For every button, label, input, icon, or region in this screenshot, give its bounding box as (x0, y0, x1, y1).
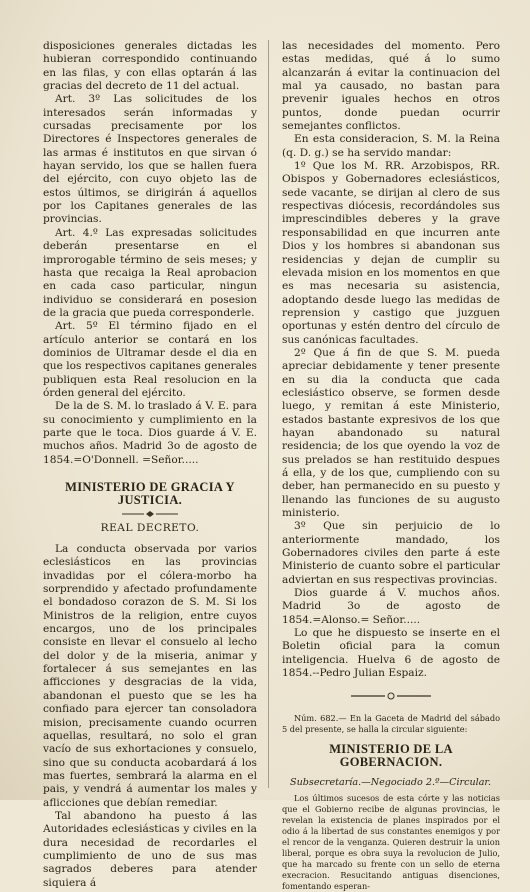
paragraph: Art. 4.º Las expresadas solicitudes deberán presentarse en el improrogable término de seis meses; y hasta que recaiga la Real aprobacion en cada caso particular, ningun individuo se considerará en posesion de la gracia que pueda corresponderle. (43, 226, 257, 319)
subsection-label: Subsecretaría.—Negociado 2.º—Circular. (290, 776, 492, 788)
paragraph: Dios guarde á V. muchos años. Madrid 3o de agosto de 1854.=Alonso.= Señor..... (282, 587, 500, 626)
ornament-divider (351, 691, 431, 701)
paragraph: disposiciones generales dictadas les hubieran correspondido continuando en las filas, y con ellas optarán á las gracias del decreto de 11 del actual. (43, 40, 257, 93)
section-heading-gobernacion: MINISTERIO DE LA GOBERNACION. (329, 741, 453, 770)
decree-title: REAL DECRETO. (100, 521, 200, 534)
paragraph: Lo que he dispuesto se inserte en el Boletin oficial para la comun inteligencia. Huelva 6 de agosto de 1854.--Pedro Julian Espaiz. (282, 627, 500, 680)
column-divider (268, 40, 269, 788)
paragraph: las necesidades del momento. Pero estas medidas, qué á lo sumo alcanzarán á evitar la continuacion del mal ya causado, no bastan para prevenir iguales hechos en otros puntos, donde puedan ocurrir semejantes conflictos. (282, 40, 500, 133)
paragraph: Los últimos sucesos de esta córte y las noticias que el Gobierno recibe de algunas provincias, le revelan la existencia de planes inspirados por el odio á la libertad de sus constantes enemigos y por el rencor de la venganza. Quieren destruir la union liberal, porque es obra suya la revolucion de Julio, que ha marcado su frente con un sello de eterna execracion. Resucitando antiguas disenciones, fomentando esperan- (282, 792, 500, 891)
paragraph: La conducta observada por varios eclesiásticos en las provincias invadidas por el cólera-morbo ha sorprendido y afectado profundamente el bondadoso corazon de S. M. Si los Ministros de la religion, entre cuyos encargos, uno de los principales consiste en llevar el consuelo al lecho del dolor y de la miseria, animar y fortalecer á sus semejantes en las afficciones y desgracias de la vida, abandonan el puesto que se les ha confiado para ejercer tan consoladora mision, precisamente cuando ocurren aquellas, resultará, no solo el gran vacío de sus exhortaciones y consuelo, sino que su conducta acobardará á los mas fuertes, sembrará la alarma en el pais, y vendrá á aumentar los males y aflicciones que debían remediar. (43, 543, 257, 809)
paragraph: De la de S. M. lo traslado á V. E. para su conocimiento y cumplimiento en la parte que le toca. Dios guarde á V. E. muchos años. Madrid 3o de agosto de 1854.=O'Donnell. =Señor..... (43, 400, 257, 466)
paragraph: Art. 3º Las solicitudes de los interesados serán informadas y cursadas precisamente por los Directores é Inspectores generales de las armas é institutos en que sirvan ó hayan servido, los que se hallen fuera del ejército, con cuyo objeto las de estos últimos, se dirigirán á aquellos por los Capitanes generales de las provincias. (43, 93, 257, 226)
left-column (43, 40, 257, 890)
paragraph: 2º Que á fin de que S. M. pueda apreciar debidamente y tener presente en su dia la conducta que cada eclesiástico observe, se formen desde luego, y remitan á este Ministerio, estados bastante expresivos de los que hayan abandonado su natural residencia; de los que oyendo la voz de sus prelados se han restituido despues á ella, y de los que, cumpliendo con su deber, han permanecido en su puesto y llenando las funciones de su augusto ministerio. (282, 346, 500, 520)
gazette-notice: Núm. 682.— En la Gaceta de Madrid del sábado 5 del presente, se halla la circular siguiente: (282, 712, 500, 734)
ornament-divider (120, 510, 180, 518)
right-column (282, 40, 500, 892)
paragraph: Art. 5º El término fijado en el artículo anterior se contará en los dominios de Ultramar desde el dia en que los respectivos capitanes generales publiquen esta Real resolucion en la órden general del ejército. (43, 320, 257, 399)
paragraph: En esta consideracion, S. M. la Reina (q. D. g.) se ha servido mandar: (282, 133, 500, 159)
paragraph: Tal abandono ha puesto á las Autoridades eclesiásticas y civiles en la dura necesidad de recordarles el cumplimiento de uno de sus mas sagrados deberes para atender siquiera á (43, 809, 257, 889)
section-heading-gracia-justicia: MINISTERIO DE GRACIA Y JUSTICIA. (65, 480, 235, 508)
paragraph: 1º Que los M. RR. Arzobispos, RR. Obispos y Gobernadores eclesiásticos, sede vacante, se dirijan al clero de sus respectivas diócesis, recordándoles sus imprescindibles deberes y la grave responsabilidad en que incurren ante Dios y los hombres si abandonan sus residencias y dejan de cumplir su elevada mision en los momentos en que es mas necesaria su asistencia, adoptando desde luego las medidas de reprension y castigo que juzguen oportunas y estén dentro del círculo de sus canónicas facultades. (282, 160, 500, 346)
paragraph: 3º Que sin perjuicio de lo anteriormente mandado, los Gobernadores civiles den parte á este Ministerio de cuanto sobre el particular adviertan en sus respectivas provincias. (282, 520, 500, 586)
ornament-rule (282, 691, 500, 705)
